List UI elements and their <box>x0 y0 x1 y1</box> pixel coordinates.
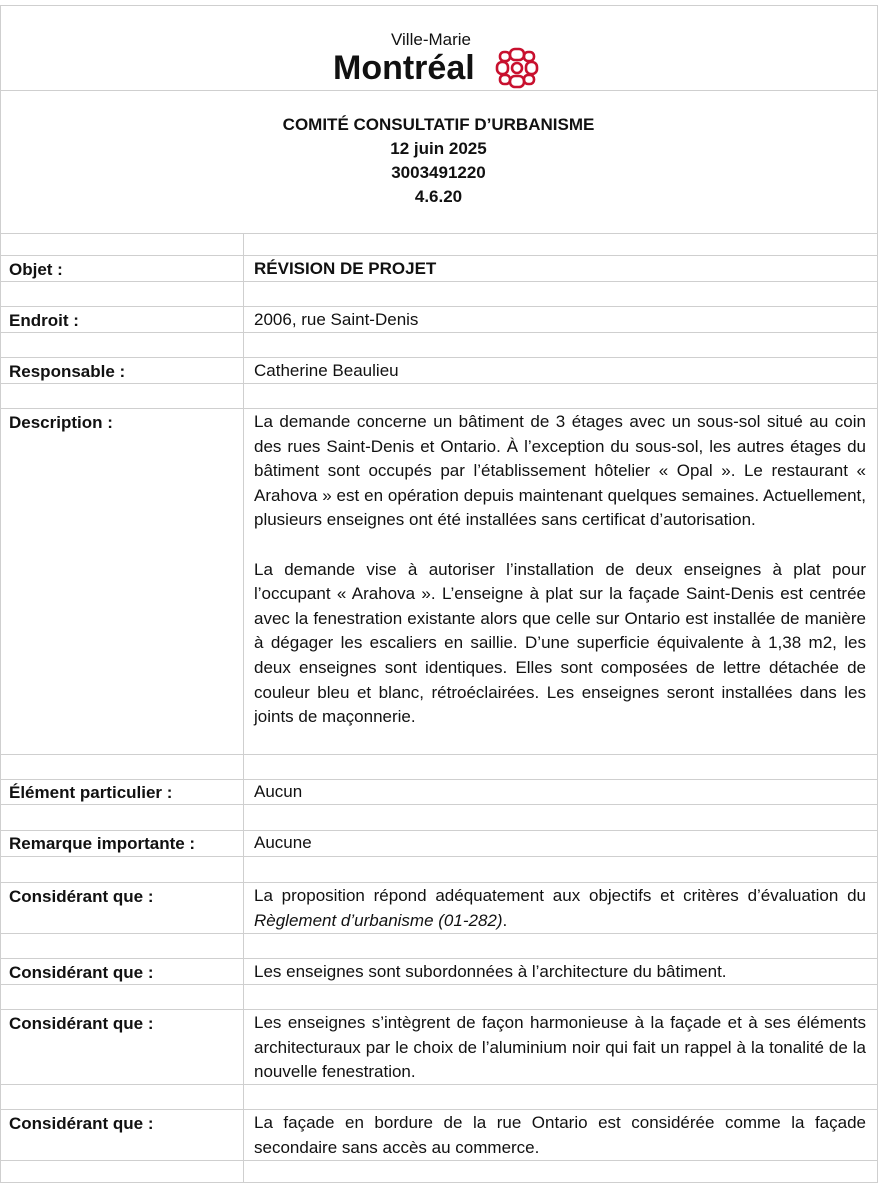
file-number: 3003491220 <box>391 163 486 182</box>
row-divider <box>0 1009 877 1010</box>
logo-title: Montréal <box>333 49 475 87</box>
row-value: Les enseignes s’intègrent de façon harmonieuse à la façade et à ses éléments architecturaux par le choix de l’aluminium noir qui fait un rappel à la tonalité de la nouvelle fenestration. <box>254 1013 866 1082</box>
row-label: Description : <box>9 413 113 432</box>
row-divider <box>0 958 877 959</box>
row-label: Considérant que : <box>9 963 154 982</box>
row-divider <box>0 408 877 409</box>
row-label: Remarque importante : <box>9 834 196 853</box>
row-label: Considérant que : <box>9 1014 154 1033</box>
value-text: . <box>502 910 508 930</box>
logo-subtitle: Ville-Marie <box>391 30 471 49</box>
description-paragraph-2: La demande vise à autoriser l’installation de deux enseignes à plat pour l’occupant « Arahova ». L’enseigne à plat sur la façade Saint-Denis est centrée avec la fenestration existante alors que celle sur Ontario est installée de manière à dégager les escaliers en saillie. D’une superficie équivalente à 1,38 m2, les deux enseignes sont identiques. Elles sont composées de lettre détachée de couleur bleu et blanc, rétroéclairées. Les enseignes seront installées dans les joints de maçonnerie. <box>254 559 866 727</box>
value-text: La proposition répond adéquatement aux objectifs et critères d’évaluation du <box>254 886 866 905</box>
row-value: Aucun <box>254 782 303 801</box>
row-label: Considérant que : <box>9 887 154 906</box>
row-value: Catherine Beaulieu <box>254 361 399 380</box>
row-divider <box>0 1182 877 1183</box>
row-divider <box>0 306 877 307</box>
row-divider <box>0 357 877 358</box>
row-divider <box>0 754 877 755</box>
row-label: Responsable : <box>9 362 126 381</box>
column-separator <box>243 234 244 1183</box>
row-label: Endroit : <box>9 311 79 330</box>
row-value: Aucune <box>254 833 312 852</box>
row-label: Élément particulier : <box>9 783 173 802</box>
row-value: 2006, rue Saint-Denis <box>254 310 419 329</box>
logo-header <box>0 5 877 91</box>
row-value: Les enseignes sont subordonnées à l’architecture du bâtiment. <box>254 962 727 981</box>
meeting-date: 12 juin 2025 <box>390 139 487 158</box>
description-paragraph-1: La demande concerne un bâtiment de 3 étages avec un sous-sol situé au coin des rues Saint-Denis et Ontario. À l’exception du sous-sol, les autres étages du bâtiment sont occupés par l’établissement hôtelier « Opal ». Le restaurant « Arahova » est en opération depuis maintenant quelques semaines. Actuellement, plusieurs enseignes ont été installées sans certificat d’autorisation. <box>254 412 866 530</box>
row-label: Objet : <box>9 260 63 279</box>
row-divider <box>0 255 877 256</box>
regulation-title: Règlement d’urbanisme (01-282) <box>254 910 503 930</box>
row-value <box>254 884 866 933</box>
row-divider <box>0 856 877 857</box>
row-value: RÉVISION DE PROJET <box>254 259 437 278</box>
document-header <box>0 91 877 234</box>
committee-title: COMITÉ CONSULTATIF D’URBANISME <box>282 115 595 134</box>
description-text <box>254 410 866 730</box>
row-divider <box>0 1109 877 1110</box>
row-divider <box>0 882 877 883</box>
item-number: 4.6.20 <box>414 187 463 206</box>
rosette-icon <box>494 47 540 89</box>
row-value: La façade en bordure de la rue Ontario est considérée comme la façade secondaire sans accès au commerce. <box>254 1113 866 1157</box>
row-label: Considérant que : <box>9 1114 154 1133</box>
